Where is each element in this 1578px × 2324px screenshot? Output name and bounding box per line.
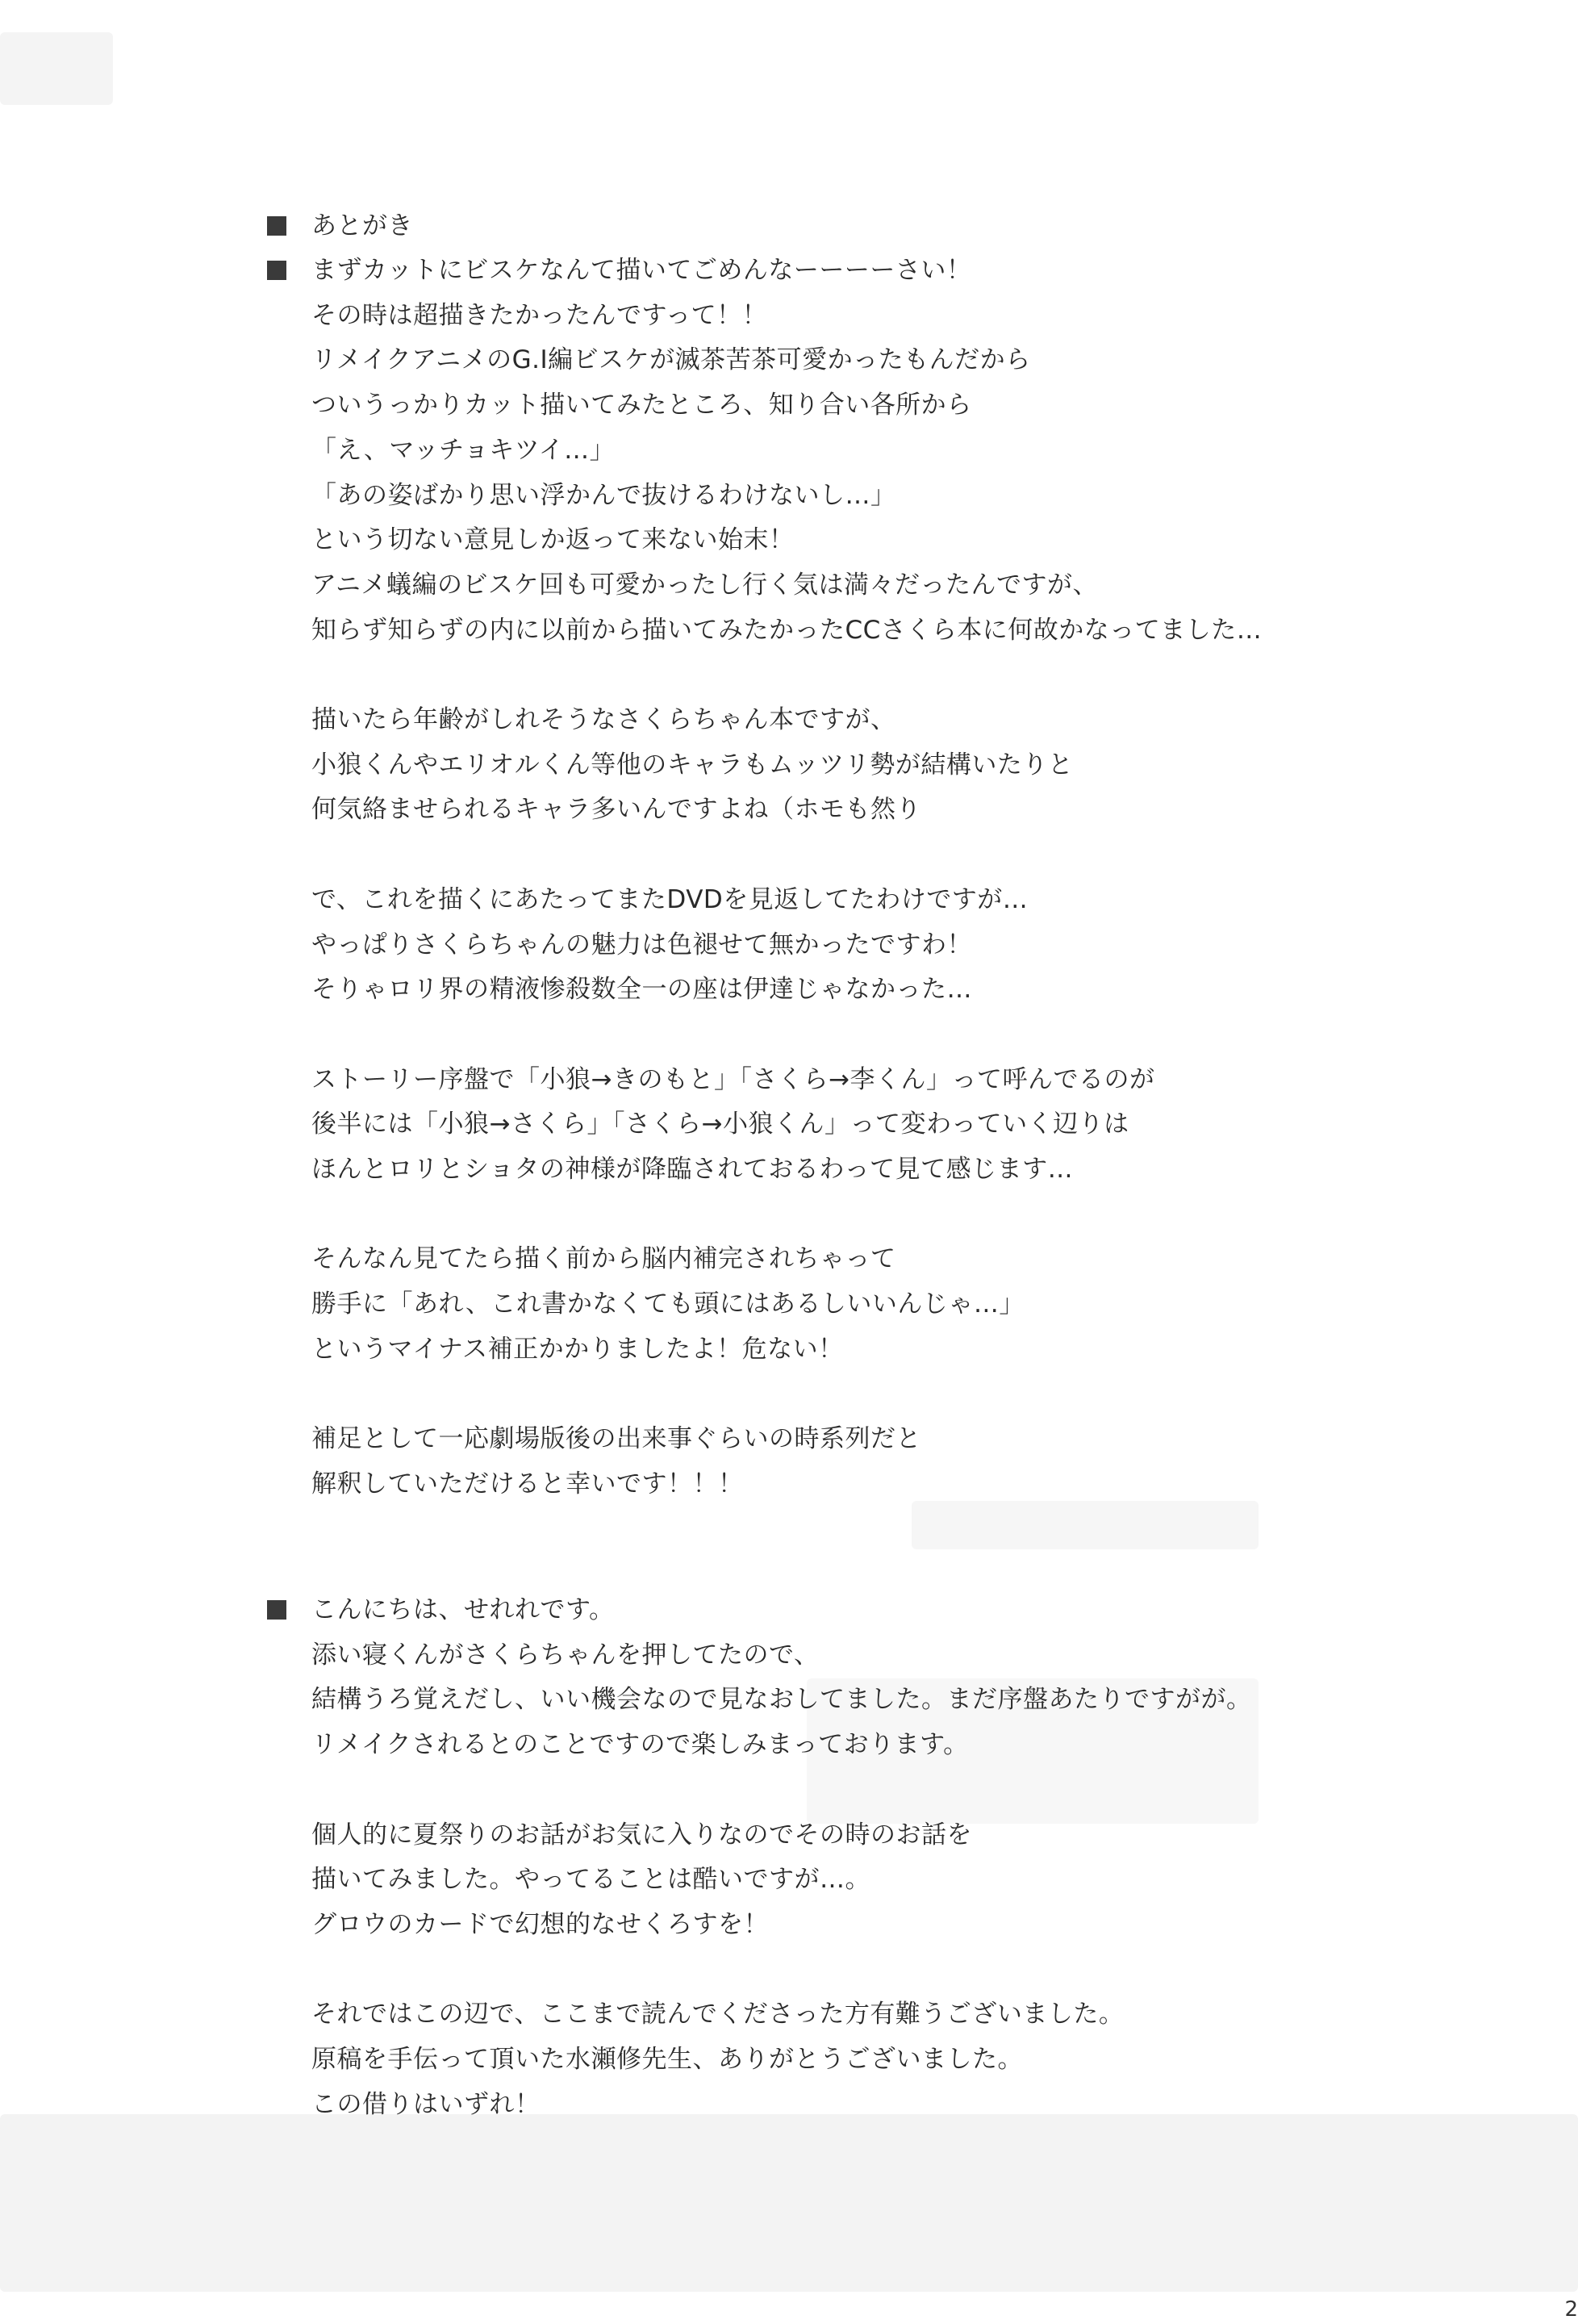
text-line: 原稿を手伝って頂いた水瀬修先生、ありがとうございました。 xyxy=(311,2045,1023,2074)
text-line: それではこの辺で、ここまで読んでくださった方有難うございました。 xyxy=(311,2000,1125,2029)
text-line: そんなん見てたら描く前から脳内補完されちゃって xyxy=(311,1244,896,1274)
text-line: 何気絡ませられるキャラ多いんですよね（ホモも然り xyxy=(311,795,921,825)
section-marker-icon xyxy=(267,216,286,236)
text-line: 結構うろ覚えだし、いい機会なので見なおしてました。まだ序盤あたりですがが。 xyxy=(311,1685,1252,1715)
text-line: 知らず知らずの内に以前から描いてみたかったCCさくら本に何故かなってました… xyxy=(311,615,1263,645)
scan-smudge-top-left xyxy=(0,32,113,105)
text-line: ついうっかりカット描いてみたところ、知り合い各所から xyxy=(311,391,972,420)
text-line: 個人的に夏祭りのお話がお気に入りなのでその時のお話を xyxy=(311,1820,972,1850)
text-line: 描いたら年齢がしれそうなさくらちゃん本ですが、 xyxy=(311,705,896,734)
text-line: 小狼くんやエリオルくん等他のキャラもムッツリ勢が結構いたりと xyxy=(311,750,1074,780)
text-line: リメイクアニメのG.I編ビスケが滅茶苦茶可愛かったもんだから xyxy=(311,345,1031,375)
text-line: まずカットにビスケなんて描いてごめんなーーーーさい！ xyxy=(311,256,972,285)
text-line: リメイクされるとのことですので楽しみまっております。 xyxy=(311,1730,969,1760)
text-line: 解釈していただけると幸いです！！！ xyxy=(311,1469,744,1498)
text-line: 補足として一応劇場版後の出来事ぐらいの時系列だと xyxy=(311,1424,921,1454)
text-line: ストーリー序盤で「小狼→きのもと」「さくら→李くん」って呼んでるのが xyxy=(311,1064,1155,1094)
scan-smudge-mid-right xyxy=(912,1501,1259,1549)
text-line: アニメ蟻編のビスケ回も可愛かったし行く気は満々だったんですが、 xyxy=(311,570,1098,600)
text-line: 「あの姿ばかり思い浮かんで抜けるわけないし…」 xyxy=(311,480,896,510)
text-line: という切ない意見しか返って来ない始末！ xyxy=(311,525,795,555)
scan-smudge-bottom-band xyxy=(0,2114,1578,2292)
text-line: そりゃロリ界の精液惨殺数全一の座は伊達じゃなかった… xyxy=(311,975,972,1005)
text-line: 添い寝くんがさくらちゃんを押してたので、 xyxy=(311,1640,820,1670)
text-line: 勝手に「あれ、これ書かなくても頭にはあるしいいんじゃ…」 xyxy=(311,1289,1025,1319)
text-line: 描いてみました。やってることは酷いですが…。 xyxy=(311,1865,870,1895)
text-line: グロウのカードで幻想的なせくろすを！ xyxy=(311,1909,769,1939)
text-line: ほんとロリとショタの神様が降臨されておるわって見て感じます… xyxy=(311,1155,1074,1184)
section-marker-icon xyxy=(267,1600,286,1620)
text-line: やっぱりさくらちゃんの魅力は色褪せて無かったですわ！ xyxy=(311,930,972,959)
text-line: この借りはいずれ！ xyxy=(311,2089,541,2119)
text-line: で、これを描くにあたってまたDVDを見返してたわけですが… xyxy=(311,884,1029,914)
text-line: こんにちは、せれれです。 xyxy=(311,1595,615,1624)
text-line: というマイナス補正かかりましたよ！危ない！ xyxy=(311,1334,844,1364)
text-line: その時は超描きたかったんですって！！ xyxy=(311,300,768,330)
text-line: 「え、マッチョキツイ…」 xyxy=(311,435,616,465)
text-line: 後半には「小狼→さくら」「さくら→小狼くん」って変わっていく辺りは xyxy=(311,1110,1129,1139)
page-number: 2 xyxy=(1564,2297,1578,2322)
text-line: あとがき xyxy=(311,211,413,240)
section-marker-icon xyxy=(267,261,286,280)
